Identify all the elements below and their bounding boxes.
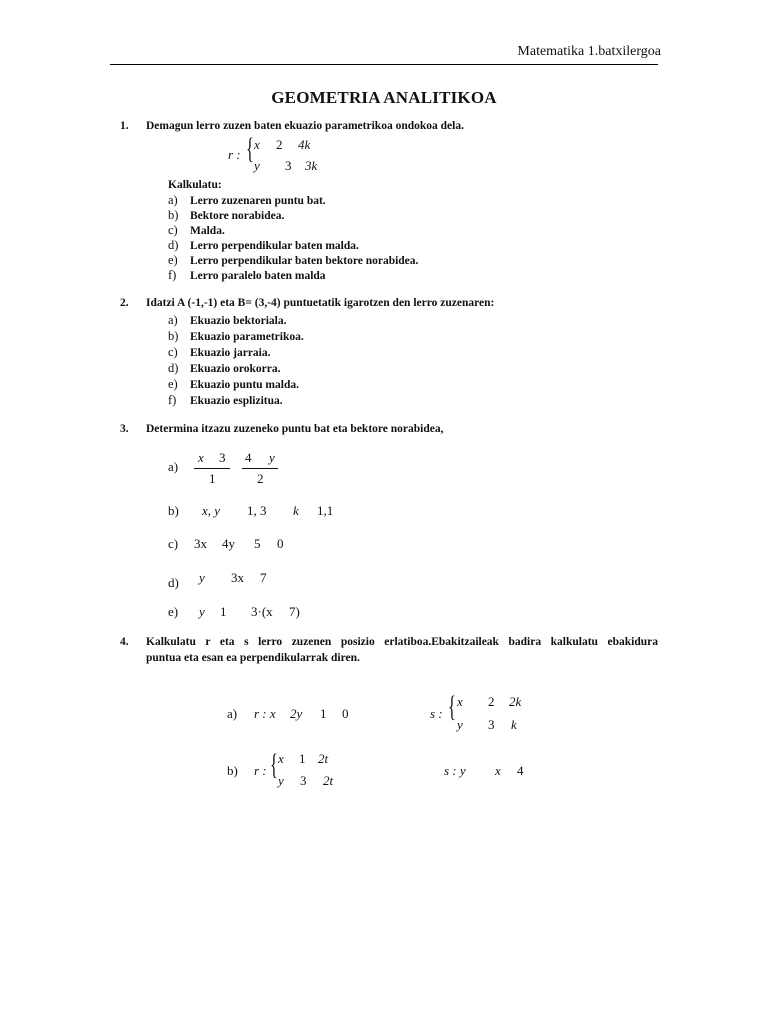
q3-text: Determina itzazu zuzeneko puntu bat eta bektore norabidea, <box>146 423 444 435</box>
q4b-s-part3: 4 <box>517 763 524 778</box>
header-rule <box>110 64 658 65</box>
q4a-r-part2: 2y <box>290 706 303 721</box>
q3a-num2-var: y <box>269 450 275 465</box>
q1-row1-var: x <box>254 137 260 152</box>
q4b-r-label: r : <box>254 763 267 778</box>
q3b-part4: 1,1 <box>317 503 334 518</box>
q1-row2-const: 3 <box>285 158 292 173</box>
q4a-s-row1-const: 2 <box>488 694 495 709</box>
q3c-part2: 4y <box>222 536 235 551</box>
q2-item-e: e) Ekuazio puntu malda. <box>168 377 299 391</box>
q4a-r-part4: 0 <box>342 706 349 721</box>
q2-text: Idatzi A (-1,-1) eta B= (3,-4) puntuetatik igarotzen den lerro zuzenaren: <box>146 297 495 309</box>
q3e-letter: e) <box>168 604 179 619</box>
q4a-brace: { <box>448 690 456 723</box>
q1-row1-const: 2 <box>276 137 283 152</box>
q4a-r-part1: r : x <box>254 706 276 721</box>
q1-item-c: c) Malda. <box>168 223 225 237</box>
q3-number: 3. <box>120 423 129 435</box>
q1-row2-term: 3k <box>305 158 318 173</box>
page-header: Matematika 1.batxilergoa <box>517 44 661 59</box>
q4b-r-row1-const: 1 <box>299 751 306 766</box>
q3a-den1: 1 <box>209 471 216 486</box>
q4a-s-row1-term: 2k <box>509 694 522 709</box>
q2-item-c: c) Ekuazio jarraia. <box>168 345 271 359</box>
q2-item-d: d) Ekuazio orokorra. <box>168 361 281 375</box>
q4b-s-part2: x <box>495 763 501 778</box>
q4a-r-part3: 1 <box>320 706 327 721</box>
q3b-part3: k <box>293 503 299 518</box>
q2-item-b: b) Ekuazio parametrikoa. <box>168 329 304 343</box>
q4-text-line2: puntua eta esan ea perpendikularrak diren. <box>146 652 360 664</box>
q4-text-line1: Kalkulatu r eta s lerro zuzenen posizio erlatiboa.Ebakitzaileak badira kalkulatu ebakidura <box>146 636 658 648</box>
q1-item-b: b) Bektore norabidea. <box>168 208 285 222</box>
q4a-s-label: s : <box>430 706 443 721</box>
q3b-part1: x, y <box>202 503 221 518</box>
q2-item-a: a) Ekuazio bektoriala. <box>168 313 287 327</box>
q4a-s-row2-const: 3 <box>488 717 495 732</box>
q3e-part2: 1 <box>220 604 227 619</box>
q1-item-a: a) Lerro zuzenaren puntu bat. <box>168 193 326 207</box>
q3c-part1: 3x <box>194 536 207 551</box>
q3e-part4: 7) <box>289 604 300 619</box>
q1-number: 1. <box>120 120 129 132</box>
q1-item-f: f) Lerro paralelo baten malda <box>168 268 326 282</box>
q3b-part2: 1, 3 <box>247 503 267 518</box>
q4b-r-row2-var: y <box>278 773 284 788</box>
q3d-part1: y <box>199 570 205 585</box>
q3d-part2: 3x <box>231 570 244 585</box>
q3e-part1: y <box>199 604 205 619</box>
q1-eq-label: r : <box>228 147 241 162</box>
q3d-letter: d) <box>168 575 179 590</box>
q1-text: Demagun lerro zuzen baten ekuazio parametrikoa ondokoa dela. <box>146 120 464 132</box>
q4a-s-row2-term: k <box>511 717 517 732</box>
page-title: GEOMETRIA ANALITIKOA <box>271 88 497 107</box>
q4b-r-row2-const: 3 <box>300 773 307 788</box>
q3a-num1-const: 3 <box>219 450 226 465</box>
q4a-letter: a) <box>227 706 238 721</box>
q1-row1-term: 4k <box>298 137 311 152</box>
q3a-fraction-bar-2 <box>242 468 278 469</box>
q1-item-e: e) Lerro perpendikular baten bektore norabidea. <box>168 253 419 267</box>
q1-brace: { <box>246 132 254 165</box>
q3a-den2: 2 <box>257 471 264 486</box>
q4b-r-row2-term: 2t <box>323 773 334 788</box>
q3d-part3: 7 <box>260 570 267 585</box>
q3c-part3: 5 <box>254 536 261 551</box>
q4b-r-row1-term: 2t <box>318 751 329 766</box>
q4a-s-row2-var: y <box>457 717 463 732</box>
q2-item-f: f) Ekuazio esplizitua. <box>168 393 283 407</box>
q3c-letter: c) <box>168 536 179 551</box>
q4-number: 4. <box>120 636 129 648</box>
q1-kalkulatu: Kalkulatu: <box>168 179 222 191</box>
q3a-num2-const: 4 <box>245 450 252 465</box>
q3c-part4: 0 <box>277 536 284 551</box>
q1-row2-var: y <box>254 158 260 173</box>
q3a-num1-var: x <box>198 450 204 465</box>
q1-item-d: d) Lerro perpendikular baten malda. <box>168 238 359 252</box>
q2-number: 2. <box>120 297 129 309</box>
q4a-s-row1-var: x <box>457 694 463 709</box>
q3e-part3: 3·(x <box>251 604 273 619</box>
q4b-letter: b) <box>227 763 238 778</box>
q3b-letter: b) <box>168 503 179 518</box>
q3a-fraction-bar-1 <box>194 468 230 469</box>
q3a-letter: a) <box>168 459 179 474</box>
q4b-s-part1: s : y <box>444 763 466 778</box>
q4b-brace: { <box>270 748 278 781</box>
q4b-r-row1-var: x <box>278 751 284 766</box>
